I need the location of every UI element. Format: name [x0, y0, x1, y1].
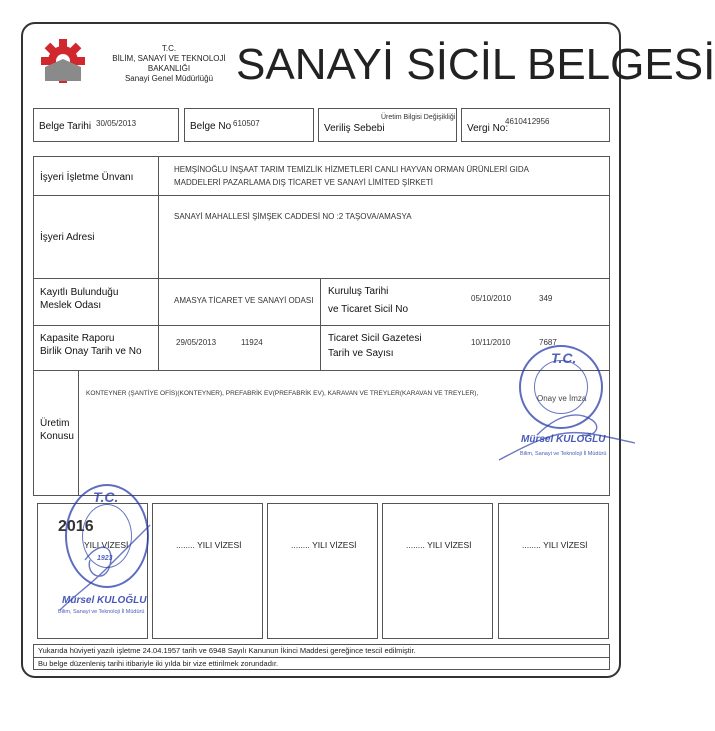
uretim-label-divider — [78, 370, 79, 496]
gazete-sayi: 7687 — [539, 338, 557, 347]
signer-role-right: Bilim, Sanayi ve Teknoloji İl Müdürü — [520, 451, 607, 457]
footer-line2: Bu belge düzenleniş tarihi itibariyle iki yılda bir vize ettirilmek zorundadır. — [38, 659, 279, 668]
adres-label: İşyeri Adresi — [40, 232, 95, 243]
ministry-line1: T.C. — [161, 44, 177, 53]
meslek-label-line1: Kayıtlı Bulunduğu — [40, 287, 119, 298]
uretim-label-line2: Konusu — [40, 431, 74, 442]
signer-name-left: Mürsel KULOĞLU — [62, 595, 147, 606]
vize-first-year: 2016 — [58, 518, 94, 535]
vergi-no-value: 4610412956 — [505, 117, 550, 126]
vize-label-5: ........ YILI VİZESİ — [522, 540, 588, 550]
onay-text: Onay ve İmza — [537, 394, 587, 403]
label-divider — [158, 156, 159, 370]
gazete-label-line1: Ticaret Sicil Gazetesi — [328, 333, 422, 344]
unvan-value-line1: HEMŞİNOĞLU İNŞAAT TARIM TEMİZLİK HİZMETLERİ CANLI HAYVAN ORMAN ÜRÜNLERİ GIDA — [174, 165, 530, 174]
belge-no-value: 610507 — [233, 119, 260, 128]
ministry-line3: Sanayi Genel Müdürlüğü — [124, 74, 214, 83]
ministry-line2: BİLİM, SANAYİ VE TEKNOLOJİ BAKANLIĞI — [112, 54, 226, 73]
unvan-value-line2: MADDELERİ PAZARLAMA DIŞ TİCARET VE SANAYİ LİMİTED ŞİRKETİ — [174, 178, 434, 187]
signer-name-right: Mürsel KULOĞLU — [521, 434, 606, 445]
row-divider-3 — [33, 325, 610, 326]
signature-left — [55, 500, 165, 620]
seal-left-year: 1923 — [97, 555, 113, 562]
footer-divider — [33, 657, 610, 658]
kapasite-no: 11924 — [241, 338, 263, 347]
verilis-sebebi-value: Üretim Bilgisi Değişikliği — [381, 114, 456, 121]
uretim-value: KONTEYNER (ŞANTİYE OFİS)(KONTEYNER), PREFABRİK EV(PREFABRİK EV), KARAVAN VE TREYLER(KARAVAN VE TREYLER), — [86, 390, 479, 397]
verilis-sebebi-label: Veriliş Sebebi — [324, 123, 385, 134]
meslek-label-line2: Meslek Odası — [40, 300, 102, 311]
vize-box-3 — [267, 503, 378, 639]
kapasite-label-line2: Birlik Onay Tarih ve No — [40, 346, 142, 357]
gazete-tarih: 10/11/2010 — [471, 338, 511, 347]
signature-right — [497, 405, 639, 465]
kurulus-tarihi: 05/10/2010 — [471, 294, 512, 303]
belge-no-label: Belge No — [190, 121, 232, 132]
kapasite-tarih: 29/05/2013 — [176, 338, 217, 347]
belge-tarihi-value: 30/05/2013 — [96, 119, 137, 128]
vize-box-4 — [382, 503, 493, 639]
seal-right-tc: T.C. — [551, 350, 577, 366]
gear-logo-icon — [38, 36, 88, 86]
sicil-no: 349 — [539, 294, 553, 303]
col-divider-mid — [320, 278, 321, 370]
ministry-name — [94, 44, 244, 84]
vize-box-5 — [498, 503, 609, 639]
adres-value: SANAYİ MAHALLESİ ŞİMŞEK CADDESİ NO :2 TAŞOVA/AMASYA — [174, 212, 412, 221]
belge-tarihi-label: Belge Tarihi — [39, 121, 92, 132]
kapasite-label-line1: Kapasite Raporu — [40, 333, 115, 344]
meslek-value: AMASYA TİCARET VE SANAYİ ODASI — [174, 296, 314, 305]
kurulus-label-line2: ve Ticaret Sicil No — [328, 304, 409, 315]
vize-box-2 — [152, 503, 263, 639]
vize-label-2: ........ YILI VİZESİ — [176, 540, 242, 550]
vize-label-3: ........ YILI VİZESİ — [291, 540, 357, 550]
row-divider-2 — [33, 278, 610, 279]
row-divider-1 — [33, 195, 610, 196]
vergi-no-label: Vergi No: — [467, 123, 509, 134]
footer-line1: Yukarıda hüviyeti yazılı işletme 24.04.1957 tarih ve 6948 Sayılı Kanunun İkinci Maddesi gereğince tescil edilmiştir. — [38, 646, 416, 655]
seal-left-tc: T.C. — [93, 489, 119, 505]
ministry-logo — [38, 36, 88, 86]
kurulus-label-line1: Kuruluş Tarihi — [328, 286, 389, 297]
gazete-label-line2: Tarih ve Sayısı — [328, 348, 394, 359]
uretim-label-line1: Üretim — [40, 418, 70, 429]
document-title: SANAYİ SİCİL BELGESİ — [236, 40, 715, 89]
vize-label-4: ........ YILI VİZESİ — [406, 540, 472, 550]
unvan-label: İşyeri İşletme Ünvanı — [40, 172, 134, 183]
signer-role-left: Bilim, Sanayi ve Teknoloji İl Müdürü — [58, 609, 145, 615]
vize-first-label: YILI VİZESİ — [84, 540, 129, 550]
